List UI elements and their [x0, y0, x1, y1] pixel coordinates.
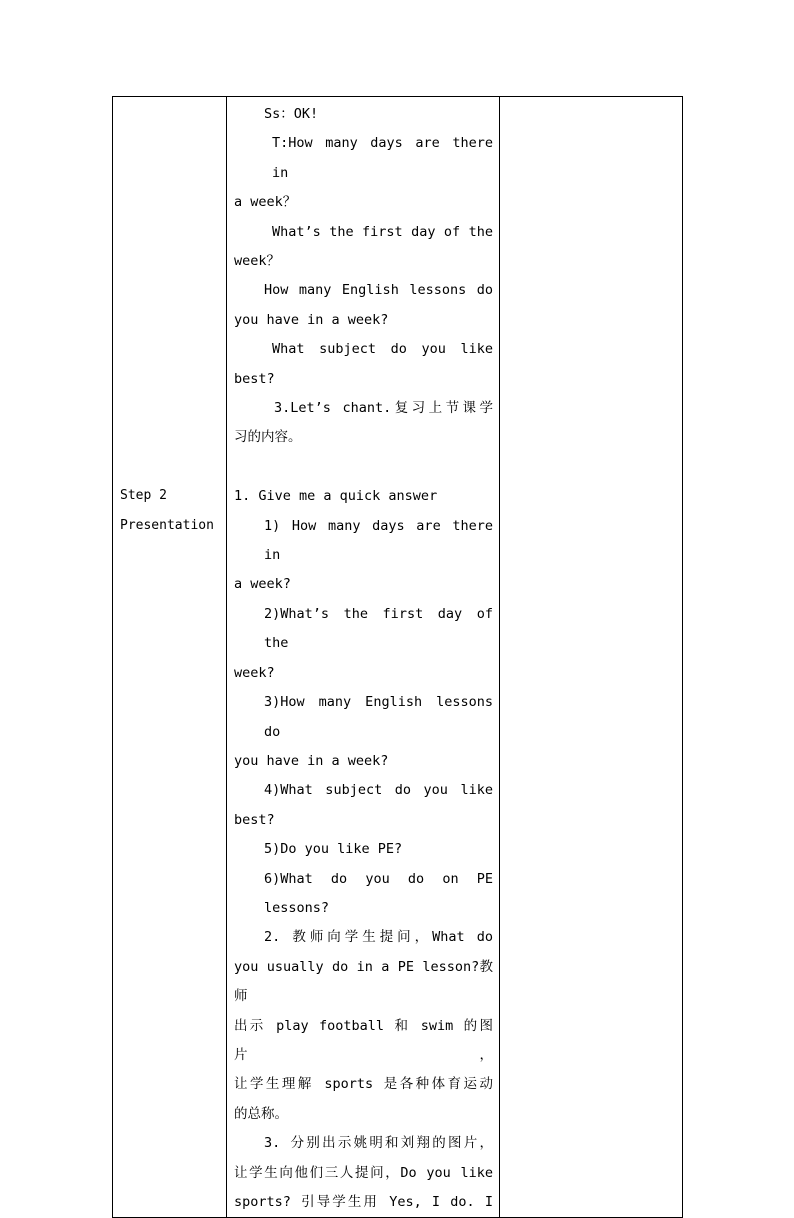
activity-content — [227, 97, 499, 1217]
text-line: Ss：OK! — [264, 106, 319, 122]
step-cell — [113, 97, 227, 1218]
text-line: 2)What’s the first day of the — [264, 605, 493, 652]
text-line: a week? — [234, 576, 291, 593]
text-line: 让学生理解 sports 是各种体育运动 — [234, 1076, 493, 1093]
text-line: week？ — [234, 253, 281, 270]
text-line: 3. 分别出示姚明和刘翔的图片， — [264, 1135, 493, 1152]
text-line: T:How many days are there in — [272, 135, 493, 181]
text-line: 3.Let’s chant.复习上节课学 — [274, 400, 493, 417]
step-label — [120, 481, 214, 540]
text-line: week? — [234, 664, 275, 681]
text-line: 3)How many English lessons do — [264, 694, 493, 740]
text-line: you have in a week? — [234, 311, 389, 328]
text-line: 出示 play football 和 swim 的图片， — [234, 1017, 493, 1063]
text-line: a week？ — [234, 194, 297, 211]
text-line: best? — [234, 370, 275, 387]
notes-cell — [500, 97, 683, 1218]
step-name: Presentation — [120, 517, 214, 533]
text-line: 4)What subject do you like — [264, 782, 493, 799]
text-line: What’s the first day of the — [272, 223, 493, 240]
text-line: you usually do in a PE lesson?教师 — [234, 958, 493, 1005]
text-line: 让学生向他们三人提问，Do you like — [234, 1164, 493, 1181]
step-title: Step 2 — [120, 488, 167, 503]
text-line: 2. 教师向学生提问，What do — [264, 929, 493, 946]
text-line: best? — [234, 811, 275, 828]
text-line: 5)Do you like PE? — [264, 841, 403, 858]
text-line: 的总称。 — [234, 1105, 288, 1122]
text-line: 1. Give me a quick answer — [234, 488, 438, 505]
text-line: 1) How many days are there in — [264, 517, 493, 564]
activity-cell — [227, 97, 500, 1218]
blank-line — [234, 453, 493, 482]
text-line: 6)What do you do on PE lessons? — [264, 870, 493, 916]
table-row — [113, 97, 683, 1218]
lesson-plan-table — [112, 96, 683, 1218]
text-line: 习的内容。 — [234, 429, 302, 446]
text-line: you have in a week? — [234, 752, 389, 769]
text-line: sports? 引导学生用 Yes, I do. I — [234, 1194, 493, 1211]
text-line: How many English lessons do — [264, 282, 493, 299]
text-line: What subject do you like — [272, 341, 493, 358]
